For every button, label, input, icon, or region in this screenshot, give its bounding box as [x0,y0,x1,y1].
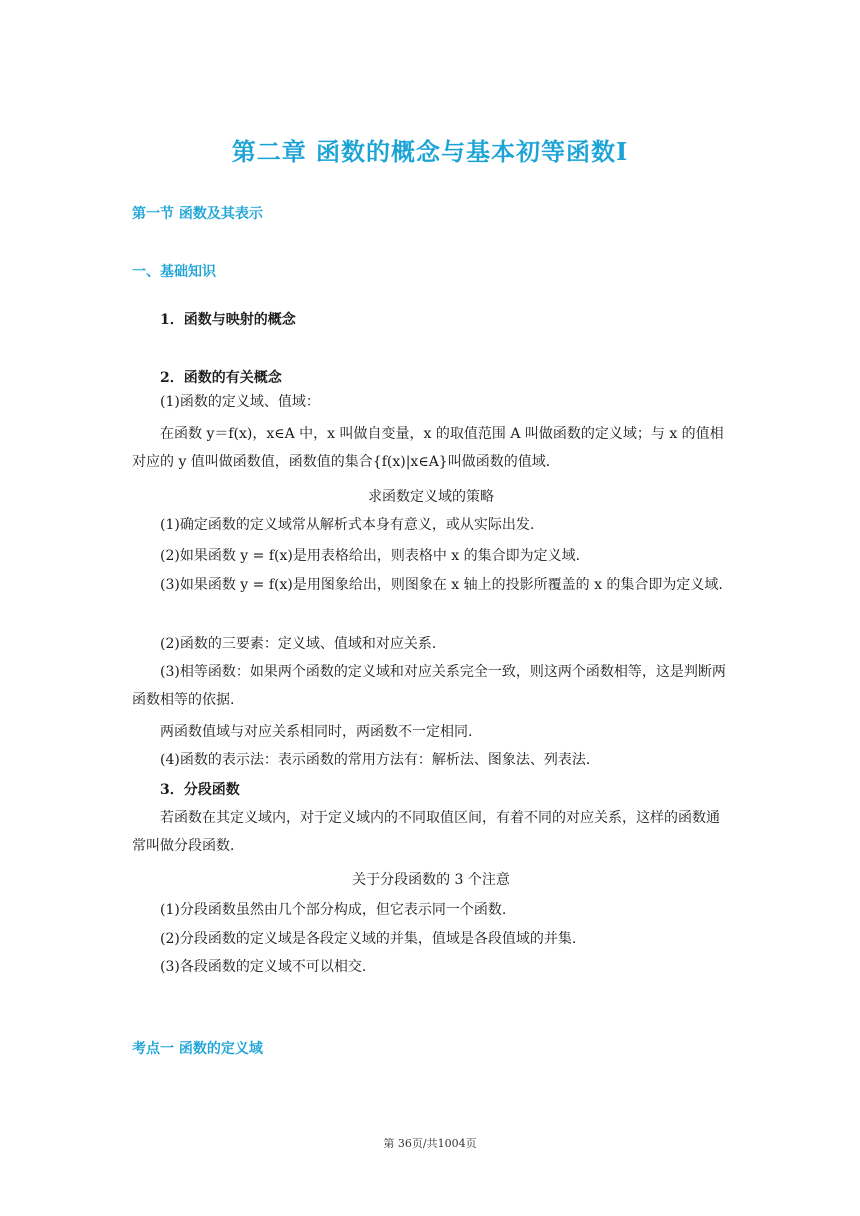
kaodian-title: 考点一 函数的定义域 [132,1041,263,1057]
paragraph-three-elements: (2)函数的三要素：定义域、值域和对应关系． [160,636,446,652]
paragraph-domain-range: (1)函数的定义域、值域： [160,394,320,410]
paragraph-piecewise: 若函数在其定义域内，对于定义域内的不同取值区间，有着不同的对应关系，这样的函数通常叫做分段函数． [132,810,720,854]
strategy-item-1: (1)确定函数的定义域常从解析式本身有意义，或从实际出发. [160,517,535,533]
page-footer: 第 36页/共1004页 [383,1137,477,1150]
paragraph-definition: 在函数 y＝f(x)，x∈A 中，x 叫做自变量，x 的取值范围 A 叫做函数的定义域；与 x 的值相对应的 y 值叫做函数值，函数值的集合{f(x)|x∈A}叫做函数的值域． [132,426,724,470]
heading-function-mapping: 1．函数与映射的概念 [160,312,296,328]
piecewise-note-3: (3)各段函数的定义域不可以相交. [160,959,367,975]
piecewise-note-2: (2)分段函数的定义域是各段定义域的并集，值域是各段值域的并集. [160,931,577,947]
chapter-title: 第二章 函数的概念与基本初等函数Ⅰ [231,137,629,166]
strategy-item-2: (2)如果函数 y = f(x)是用表格给出，则表格中 x 的集合即为定义域. [160,548,581,564]
paragraph-representation: (4)函数的表示法：表示函数的常用方法有：解析法、图象法、列表法． [160,752,600,768]
heading-piecewise: 3．分段函数 [160,782,240,798]
strategy-item-3: (3)如果函数 y = f(x)是用图象给出，则图象在 x 轴上的投影所覆盖的 x 的集合即为定义域. [160,577,723,593]
piecewise-note-1: (1)分段函数虽然由几个部分构成，但它表示同一个函数. [160,902,507,918]
section-title: 第一节 函数及其表示 [132,206,263,222]
heading-function-concepts: 2．函数的有关概念 [160,370,282,386]
note-equal-functions: 两函数值域与对应关系相同时，两函数不一定相同. [160,724,473,740]
paragraph-equal-functions: (3)相等函数：如果两个函数的定义域和对应关系完全一致，则这两个函数相等，这是判断两函数相等的依据. [132,664,726,708]
box-title-domain-strategy: 求函数定义域的策略 [368,489,494,505]
subsection-title: 一、基础知识 [132,264,216,280]
box-title-piecewise-notes: 关于分段函数的 3 个注意 [352,872,510,888]
